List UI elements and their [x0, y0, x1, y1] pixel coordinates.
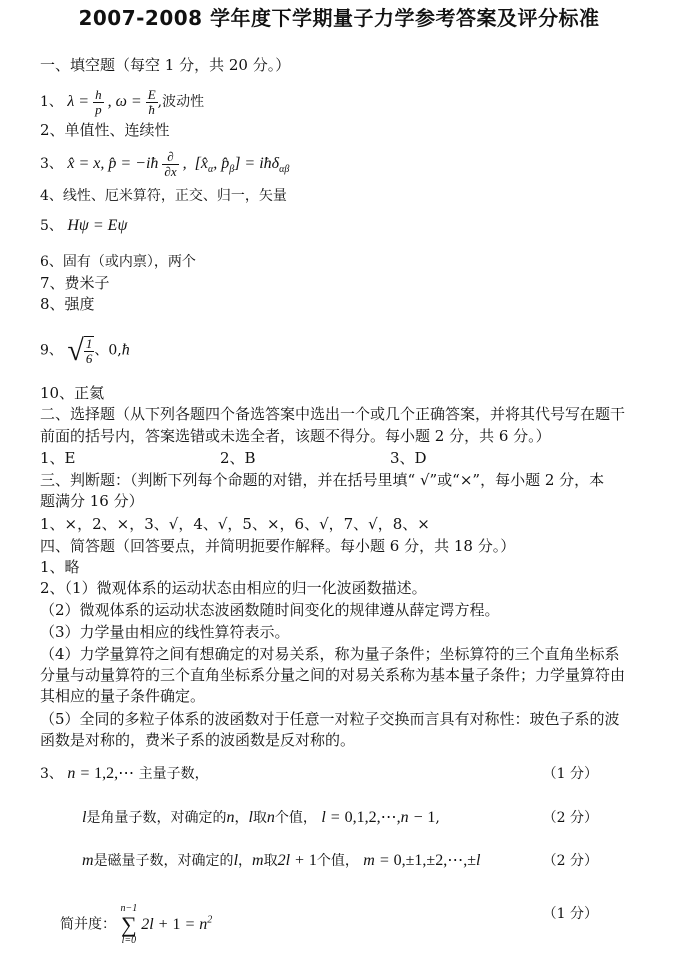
answer-4-3-m: m是磁量子数，对确定的l，m取2l + 1个值， m = 0,±1,±2,⋯,±l	[82, 852, 481, 869]
formula-wavelength: λ = $\frac{h}{p}$ , ω = $\frac{E}{ħ}$	[67, 87, 156, 117]
formula-degeneracy: n−1 ∑ l=0 $2l + 1 = n^2$	[120, 903, 213, 946]
answer-2-2: 2、B	[220, 449, 256, 467]
answer-4-2-point3: （3）力学量由相应的线性算符表示。	[40, 623, 290, 641]
formula-sqrt: √ $\frac{1}{6}$	[67, 334, 93, 367]
answer-1-10: 10、正氦	[40, 384, 105, 402]
answer-4-1: 1、略	[40, 558, 80, 576]
answer-1-4: 4、线性、厄米算符，正交、归一，矢量	[40, 188, 287, 204]
score-n: （1 分）	[542, 766, 598, 782]
section2-heading-line2: 前面的括号内，答案选错或未选全者，该题不得分。每小题 2 分，共 6 分。）	[40, 427, 551, 445]
answer-4-3-l: l是角量子数，对确定的n，l取n个值， l = 0,1,2,⋯,n − 1,	[82, 809, 440, 826]
formula-operators: x̂ = x, p̂ = −iħ $\frac{\partial}{\partial x}$ , [$x̂_\alpha$, $p̂_\beta$] = iħδ$_{\alpha\beta}$	[67, 149, 290, 179]
formula-schrodinger: Hψ = Eψ	[67, 217, 128, 234]
answer-1-1: 1、 λ = $\frac{h}{p}$ , ω = $\frac{E}{ħ}$ ,波动性	[40, 87, 205, 117]
score-l: （2 分）	[542, 810, 598, 826]
answer-4-2-point5: （5）全同的多粒子体系的波函数对于任意一对粒子交换而言具有对称性：玻色子系的波函数是对称的，费米子系的波函数是反对称的。	[40, 710, 620, 749]
answer-4-2-point1: 2、（1）微观体系的运动状态由相应的归一化波函数描述。	[40, 579, 427, 597]
answer-1-8: 8、强度	[40, 295, 95, 313]
degeneracy-line: 简并度： n−1 ∑ l=0 $2l + 1 = n^2$	[60, 903, 213, 946]
page-title: 2007-2008 学年度下学期量子力学参考答案及评分标准	[78, 6, 600, 30]
answer-1-3: 3、 x̂ = x, p̂ = −iħ $\frac{\partial}{\partial x}$ , [$x̂_\alpha$, $p̂_\beta$] = iħδ$_{\alpha\beta}$	[40, 149, 290, 179]
section4-heading: 四、简答题（回答要点，并简明扼要作解释。每小题 6 分，共 18 分。）	[40, 537, 516, 555]
answer-1-9: 9、 √ $\frac{1}{6}$ 、0,ħ	[40, 334, 130, 367]
answer-4-2-point2: （2）微观体系的运动状态波函数随时间变化的规律遵从薛定谔方程。	[40, 601, 500, 619]
answer-1-2: 2、单值性、连续性	[40, 121, 170, 139]
section1-heading: 一、填空题（每空 1 分，共 20 分。）	[40, 56, 291, 74]
answer-1-7: 7、费米子	[40, 274, 110, 292]
formula-l: l = 0,1,2,⋯,n − 1	[321, 809, 436, 826]
answer-1-6: 6、固有（或内禀），两个	[40, 254, 196, 270]
score-m: （2 分）	[542, 853, 598, 869]
answer-4-3-n: 3、 n = 1,2,⋯ 主量子数，	[40, 765, 209, 782]
formula-m: m = 0,±1,±2,⋯,±l	[363, 852, 481, 869]
answer-2-3: 3、D	[390, 449, 427, 467]
answer-2-1: 1、E	[40, 449, 76, 467]
section3-heading-line2: 题满分 16 分）	[40, 492, 144, 510]
score-degeneracy: （1 分）	[542, 906, 598, 922]
answer-4-2-point4: （4）力学量算符之间有想确定的对易关系，称为量子条件；坐标算符的三个直角坐标系分量与动量算符的三个直角坐标系分量之间的对易关系称为基本量子条件；力学量算符由其相应的量子条件确定。	[40, 645, 626, 705]
section3-heading-line1: 三、判断题：（判断下列每个命题的对错，并在括号里填“ √”或“×”，每小题 2 分，本	[40, 471, 605, 489]
answer-1-5: 5、 Hψ = Eψ	[40, 217, 128, 234]
section2-heading-line1: 二、选择题（从下列各题四个备选答案中选出一个或几个正确答案，并将其代号写在题干	[40, 405, 626, 423]
formula-n: n = 1,2,⋯	[67, 765, 135, 782]
section3-answers: 1、×，2、×，3、√，4、√，5、×，6、√，7、√，8、×	[40, 515, 430, 533]
